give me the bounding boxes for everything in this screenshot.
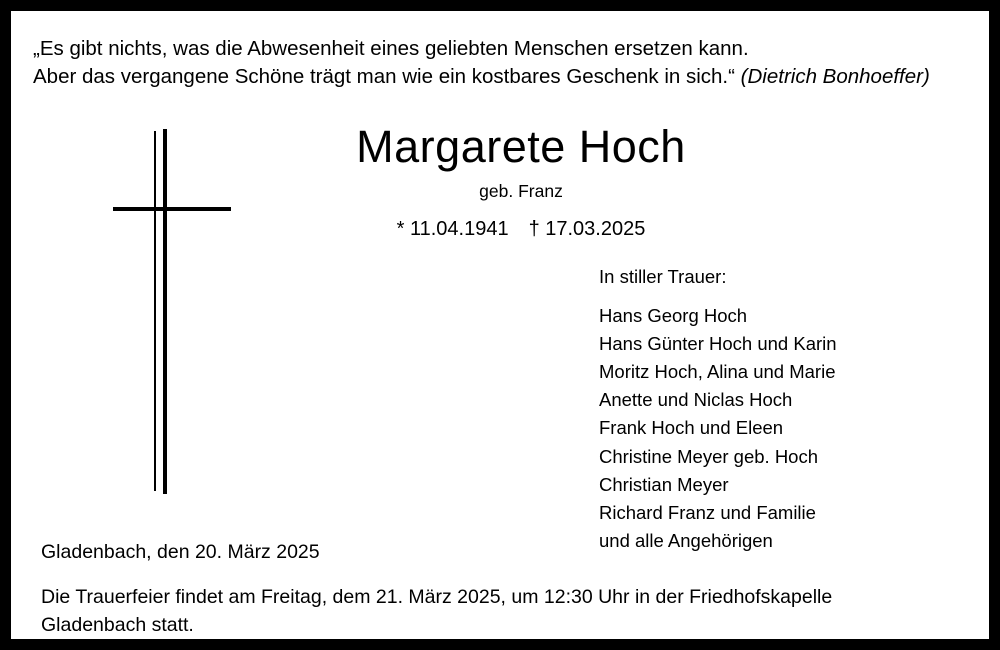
cross-icon	[106, 129, 231, 494]
quote-line-2-text: Aber das vergangene Schöne trägt man wie ein kostbares Geschenk in sich.“	[33, 65, 735, 89]
birth-date: * 11.04.1941	[396, 217, 509, 240]
cross-horizontal-bar	[113, 207, 231, 211]
quote-line-1: „Es gibt nichts, was die Abwesenheit eines geliebten Menschen ersetzen kann.	[33, 37, 749, 60]
quote-author: (Dietrich Bonhoeffer)	[740, 65, 930, 89]
mourner-item: Hans Günter Hoch und Karin	[599, 333, 837, 355]
mourner-item: Richard Franz und Familie	[599, 501, 816, 523]
mourners-block	[599, 266, 969, 555]
cross-vertical-thin-bar	[154, 131, 156, 491]
quote-line-2	[33, 63, 963, 91]
mourners-title: In stiller Trauer:	[599, 266, 727, 287]
deceased-name: Margarete Hoch	[356, 121, 686, 172]
mourner-item: Hans Georg Hoch	[599, 305, 748, 326]
mourner-item: Christian Meyer	[599, 473, 729, 495]
mourner-item: und alle Angehörigen	[599, 529, 773, 551]
place-and-date: Gladenbach, den 20. März 2025	[41, 541, 320, 563]
service-info-line-1: Die Trauerfeier findet am Freitag, dem 21. März 2025, um 12:30 Uhr in der Friedhofskapelle	[41, 586, 833, 608]
life-dates	[241, 218, 801, 241]
quote-block	[33, 35, 963, 92]
mourner-item: Moritz Hoch, Alina und Marie	[599, 361, 836, 383]
mourner-item: Anette und Niclas Hoch	[599, 389, 793, 411]
cross-vertical-bar	[163, 129, 167, 494]
maiden-name: geb. Franz	[479, 180, 563, 201]
name-block	[241, 121, 801, 241]
footer-block	[41, 541, 971, 639]
mourner-item: Frank Hoch und Eleen	[599, 417, 784, 439]
service-info-line-2: Gladenbach statt.	[41, 613, 194, 636]
mourner-item: Christine Meyer geb. Hoch	[599, 445, 819, 467]
death-date: † 17.03.2025	[528, 217, 646, 240]
obituary-notice	[11, 11, 989, 639]
